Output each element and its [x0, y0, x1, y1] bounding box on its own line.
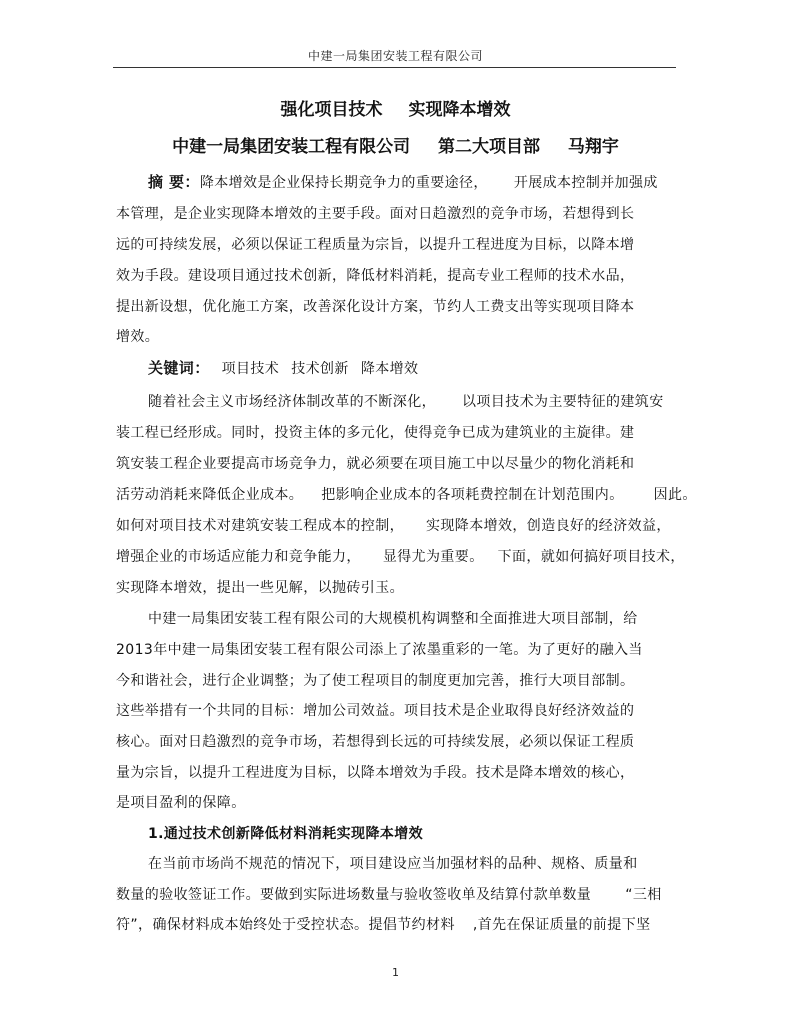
- abstract-line: 增效。: [116, 329, 160, 345]
- header-divider: [113, 67, 676, 68]
- paragraph-line: 核心。面对日趋激烈的竞争市场，若想得到长远的可持续发展，必须以保证工程质: [116, 734, 635, 750]
- page-number: 1: [392, 966, 399, 979]
- paragraph-line: 这些举措有一个共同的目标：增加公司效益。项目技术是企业取得良好经济效益的: [116, 703, 635, 719]
- abstract-label: 摘 要：: [148, 173, 200, 191]
- title-part-2: 实现降本增效: [408, 100, 511, 120]
- paragraph-line: 是项目盈利的保障。: [116, 795, 246, 811]
- paragraph-line: 量为宗旨，以提升工程进度为目标，以降本增效为手段。技术是降本增效的核心，: [116, 765, 635, 781]
- title-part-1: 强化项目技术: [280, 100, 383, 120]
- abstract-line: 提出新设想，优化施工方案，改善深化设计方案，节约人工费支出等实现项目降本: [116, 299, 635, 315]
- paragraph-line: 随着社会主义市场经济体制改革的不断深化， 以项目技术为主要特征的建筑安: [148, 394, 664, 410]
- keywords-label: 关键词：: [148, 359, 210, 377]
- abstract-line: 本管理，是企业实现降本增效的主要手段。面对日趋激烈的竞争市场，若想得到长: [116, 206, 635, 222]
- paragraph-line: 符”，确保材料成本始终处于受控状态。提倡节约材料 ,首先在保证质量的前提下坚: [116, 917, 651, 933]
- author-department: 第二大项目部: [438, 137, 540, 157]
- paragraph-line: 实现降本增效，提出一些见解，以抛砖引玉。: [116, 580, 404, 596]
- paragraph-line: 2013年中建一局集团安装工程有限公司添上了浓墨重彩的一笔。为了更好的融入当: [116, 642, 643, 658]
- section-heading: 1.通过技术创新降低材料消耗实现降本增效: [148, 826, 424, 842]
- abstract-line: 效为手段。建设项目通过技术创新，降低材料消耗，提高专业工程师的技术水品，: [116, 268, 635, 284]
- article-title: [0, 95, 791, 120]
- paragraph-line: 中建一局集团安装工程有限公司的大规模机构调整和全面推进大项目部制，给: [148, 611, 638, 627]
- author-name: 马翔宇: [567, 137, 619, 157]
- paragraph-line: 数量的验收签证工作。要做到实际进场数量与验收签收单及结算付款单数量 “三相: [116, 887, 662, 903]
- keywords-line: [148, 357, 676, 378]
- keyword: 降本增效: [360, 361, 419, 377]
- abstract-line: 远的可持续发展，必须以保证工程质量为宗旨，以提升工程进度为目标，以降本增: [116, 237, 635, 253]
- paragraph-line: 增强企业的市场适应能力和竞争能力， 显得尤为重要。 下面，就如何搞好项目技术，: [116, 549, 685, 565]
- author-company: 中建一局集团安装工程有限公司: [172, 137, 411, 157]
- paragraph-line: 今和谐社会，进行企业调整；为了使工程项目的制度更加完善，推行大项目部制。: [116, 673, 635, 689]
- paragraph-line: 在当前市场尚不规范的情况下，项目建设应当加强材料的品种、规格、质量和: [148, 856, 638, 872]
- paragraph-line: 装工程已经形成。同时，投资主体的多元化，使得竞争已成为建筑业的主旋律。建: [116, 425, 635, 441]
- paragraph-line: 如何对项目技术对建筑安装工程成本的控制， 实现降本增效，创造良好的经济效益，: [116, 518, 671, 534]
- page-header: 中建一局集团安装工程有限公司: [307, 49, 483, 63]
- keyword: 技术创新: [291, 361, 349, 377]
- paragraph-line: 活劳动消耗来降低企业成本。 把影响企业成本的各项耗费控制在计划范围内。 因此。: [116, 487, 697, 503]
- paragraph-line: 筑安装工程企业要提高市场竞争力，就必须要在项目施工中以尽量少的物化消耗和: [116, 456, 635, 472]
- author-line: [0, 132, 791, 157]
- keyword: 项目技术: [221, 361, 280, 377]
- abstract-line: 摘 要：降本增效是企业保持长期竞争力的重要途径， 开展成本控制并加强成: [148, 173, 658, 191]
